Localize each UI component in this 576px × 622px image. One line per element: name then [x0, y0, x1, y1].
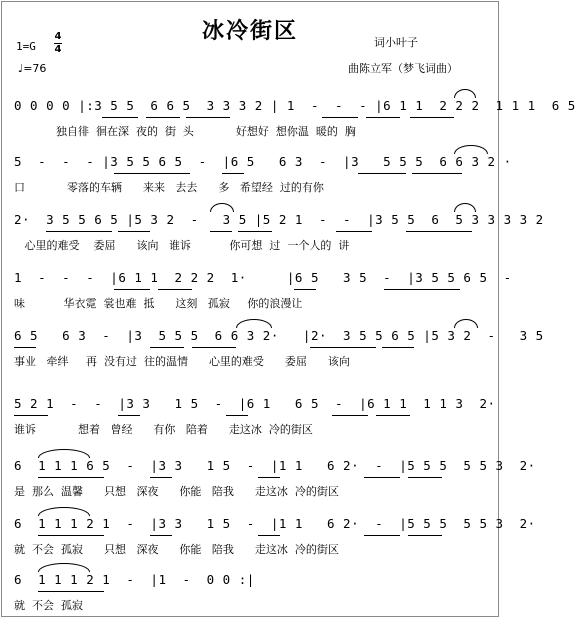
beam — [226, 415, 248, 416]
beam — [192, 347, 236, 348]
lyric-line: 心里的难受 委屈 该向 谁诉 你可想 过 一个人的 讲 — [14, 239, 350, 252]
score-row-6 — [14, 392, 496, 446]
beam — [38, 591, 104, 592]
beam — [38, 535, 104, 536]
notation-line: 0 0 0 0 |:3 5 5 6 6 5 3 3 3 2 | 1 - - - |6 1 1 2 2 2 1 1 1 6 5 — [14, 98, 576, 113]
beam — [258, 535, 280, 536]
slur — [454, 203, 476, 212]
beam — [364, 477, 400, 478]
lyric-line: 谁诉 想着 曾经 有你 陪着 走这冰 冷的街区 — [14, 423, 313, 436]
lyricist-credit: 词小叶子 — [374, 36, 418, 49]
beam — [258, 477, 280, 478]
beam — [14, 415, 48, 416]
beam — [150, 347, 184, 348]
beam — [114, 289, 150, 290]
slur — [454, 319, 478, 328]
composer-credit: 曲陈立军（梦飞词曲） — [348, 62, 458, 75]
beam — [150, 477, 172, 478]
slur — [210, 203, 234, 212]
quarter-note-icon: ♩ — [18, 62, 24, 75]
lyric-line: 就 不会 孤寂 — [14, 599, 83, 612]
beam — [118, 231, 150, 232]
score-row-8 — [14, 512, 536, 566]
score-row-3 — [14, 208, 544, 262]
score-row-9 — [14, 568, 490, 622]
notation-line: 5 2 1 - - |3 3 1 5 - |6 1 6 5 - |6 1 1 1 1 3 2· — [14, 396, 496, 411]
notation-line: 5 - - - |3 5 5 6 5 - |6 5 6 3 - |3 5 5 5 6 6 3 2 · — [14, 154, 512, 169]
slur — [236, 319, 272, 328]
key-signature: 1=G — [16, 40, 36, 53]
notation-line: 6 5 6 3 - |3 5 5 5 6 6 3 2· |2· 3 5 5 6 5 |5 3 2 - 3 5 — [14, 328, 544, 343]
score-row-4 — [14, 266, 512, 320]
beam — [412, 173, 462, 174]
notation-line: 6 1 1 1 2 1 - |1 - 0 0 :| — [14, 572, 255, 587]
lyric-line: 就 不会 孤寂 只想 深夜 你能 陪我 走这冰 冷的街区 — [14, 543, 339, 556]
beam — [146, 117, 180, 118]
beam — [366, 117, 400, 118]
beam — [384, 289, 460, 290]
beam — [382, 347, 414, 348]
score-row-2 — [14, 150, 512, 204]
meter-bottom: 4 — [54, 44, 62, 55]
beam — [102, 117, 138, 118]
beam — [14, 347, 36, 348]
beam — [364, 535, 400, 536]
beam — [114, 173, 190, 174]
notation-line: 6 1 1 1 6 5 - |3 3 1 5 - |1 1 6 2· - |5 5 5 5 5 3 2· — [14, 458, 536, 473]
beam — [186, 117, 230, 118]
song-title: 冰冷街区 — [201, 19, 298, 44]
slur — [38, 449, 90, 458]
score-row-5 — [14, 324, 544, 378]
beam — [376, 415, 410, 416]
beam — [408, 535, 442, 536]
score-row-1 — [14, 94, 576, 148]
slur — [38, 507, 90, 516]
score-row-7 — [14, 454, 536, 508]
beam — [150, 535, 172, 536]
tempo-value: =76 — [23, 62, 47, 75]
beam — [410, 117, 454, 118]
beam — [408, 477, 442, 478]
beam — [118, 415, 140, 416]
notation-line: 6 1 1 1 2 1 - |3 3 1 5 - |1 1 6 2· - |5 5 5 5 5 3 2· — [14, 516, 536, 531]
time-signature — [54, 32, 62, 55]
sheet-music-page — [1, 1, 576, 617]
beam — [238, 231, 272, 232]
beam — [332, 415, 368, 416]
slur — [454, 89, 476, 98]
meter-top: 4 — [54, 31, 62, 42]
notation-line: 2· 3 5 5 6 5 |5 3 2 - 3 5 |5 2 1 - - |3 5 5 6 5 3 3 3 3 2 — [14, 212, 544, 227]
beam — [310, 347, 376, 348]
beam — [358, 173, 406, 174]
lyric-line: 事业 牵绊 再 没有过 往的温情 心里的难受 委屈 该向 — [14, 355, 350, 368]
lyric-line: 是 那么 温馨 只想 深夜 你能 陪我 走这冰 冷的街区 — [14, 485, 339, 498]
lyric-line: 口 零落的车辆 来来 去去 多 希望经 过的有你 — [14, 181, 324, 194]
beam — [322, 117, 358, 118]
tempo-marking — [18, 62, 46, 75]
beam — [46, 231, 112, 232]
beam — [210, 231, 232, 232]
lyric-line: 独自徘 徊在深 夜的 街 头 好想好 想你温 暖的 胸 — [14, 125, 356, 138]
beam — [158, 289, 192, 290]
lyric-line: 味 华衣霓 裳也难 抵 这刻 孤寂 你的浪漫让 — [14, 297, 303, 310]
beam — [406, 231, 472, 232]
beam — [294, 289, 316, 290]
notation-line: 1 - - - |6 1 1 2 2 2 1· |6 5 3 5 - |3 5 5 6 5 - — [14, 270, 512, 285]
beam — [38, 477, 104, 478]
beam — [336, 231, 372, 232]
beam — [222, 173, 244, 174]
